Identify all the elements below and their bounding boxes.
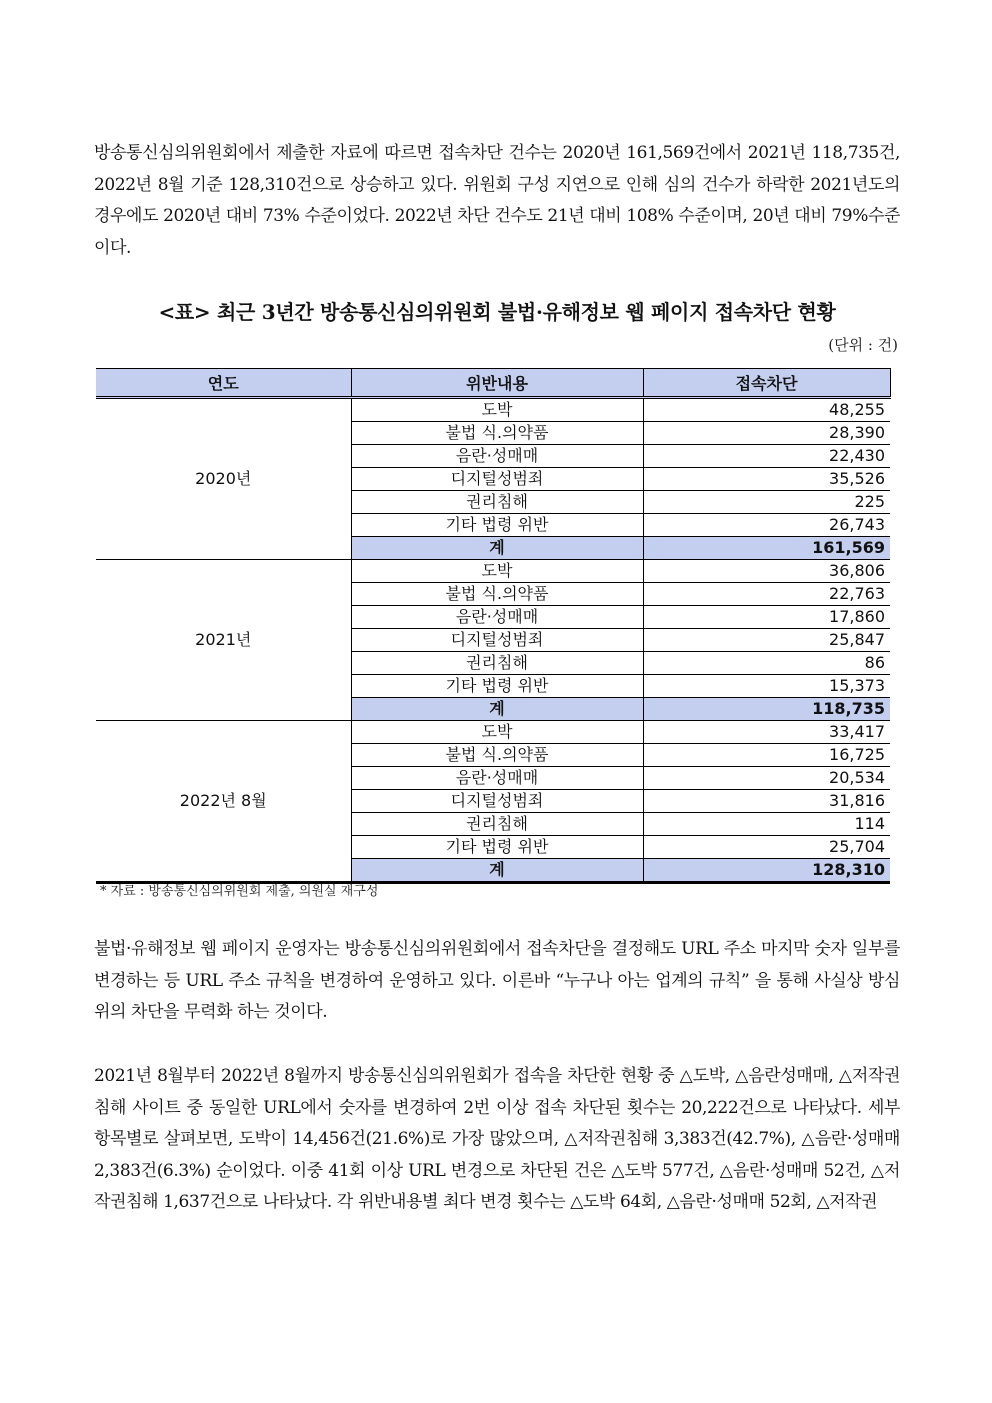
blocked-count-cell: 33,417 <box>643 721 890 744</box>
blocked-count-cell: 16,725 <box>643 744 890 767</box>
violation-category-cell: 기타 법령 위반 <box>351 836 643 859</box>
violation-category-cell: 권리침해 <box>351 491 643 514</box>
url-change-stats-paragraph-text: 2021년 8월부터 2022년 8월까지 방송통신심의위원회가 접속을 차단한 현황 중 △도박, △음란성매매, △저작권침해 사이트 중 동일한 URL에서 숫자를 변경하여 2번 이상 접속 차단된 횟수는 20,222건으로 나타났다. 세부 항목별로 살펴보면, 도박이 14,456건(21.6%)로 가장 많았으며, △저작권침해 3,383건(42.7%), △음란·성매매 2,383건(6.3%) 순이었다. 이중 41회 이상 URL 변경으로 차단된 건은 △도박 577건, △음란·성매매 52건, △저작권침해 1,637건으로 나타났다. 각 위반내용별 최다 변경 횟수는 △도박 64회, △음란·성매매 52회, △저작권 <box>94 1066 900 1212</box>
blocked-count-cell: 225 <box>643 491 890 514</box>
violation-category-cell: 도박 <box>351 398 643 422</box>
blocked-count-cell: 114 <box>643 813 890 836</box>
year-cell: 2022년 8월 <box>96 721 351 883</box>
year-cell: 2021년 <box>96 560 351 721</box>
blocking-stats-table <box>96 368 891 884</box>
total-label-cell: 계 <box>351 537 643 560</box>
violation-category-cell: 음란·성매매 <box>351 767 643 790</box>
violation-category-cell: 불법 식.의약품 <box>351 422 643 445</box>
blocked-count-cell: 20,534 <box>643 767 890 790</box>
violation-category-cell: 디지털성범죄 <box>351 790 643 813</box>
blocked-count-cell: 35,526 <box>643 468 890 491</box>
blocked-count-cell: 26,743 <box>643 514 890 537</box>
violation-category-cell: 디지털성범죄 <box>351 468 643 491</box>
total-value-cell: 128,310 <box>643 859 890 883</box>
intro-paragraph-text: 방송통신심의위원회에서 제출한 자료에 따르면 접속차단 건수는 2020년 161,569건에서 2021년 118,735건, 2022년 8월 기준 128,310건으로 상승하고 있다. 위원회 구성 지연으로 인해 심의 건수가 하락한 2021년도의 경우에도 2020년 대비 73% 수준이었다. 2022년 차단 건수도 21년 대비 108% 수준이며, 20년 대비 79%수준이다. <box>94 143 900 258</box>
header-year: 연도 <box>96 369 351 398</box>
blocked-count-cell: 36,806 <box>643 560 890 583</box>
table-header-row <box>96 369 890 398</box>
violation-category-cell: 디지털성범죄 <box>351 629 643 652</box>
violation-category-cell: 불법 식.의약품 <box>351 583 643 606</box>
total-label-cell: 계 <box>351 859 643 883</box>
violation-category-cell: 기타 법령 위반 <box>351 514 643 537</box>
total-value-cell: 161,569 <box>643 537 890 560</box>
violation-category-cell: 권리침해 <box>351 652 643 675</box>
violation-category-cell: 기타 법령 위반 <box>351 675 643 698</box>
intro-paragraph <box>94 138 900 264</box>
table-row <box>96 721 890 744</box>
blocked-count-cell: 86 <box>643 652 890 675</box>
violation-category-cell: 음란·성매매 <box>351 445 643 468</box>
blocked-count-cell: 48,255 <box>643 398 890 422</box>
total-value-cell: 118,735 <box>643 698 890 721</box>
table-row <box>96 560 890 583</box>
year-cell: 2020년 <box>96 398 351 560</box>
header-violation: 위반내용 <box>351 369 643 398</box>
blocked-count-cell: 25,704 <box>643 836 890 859</box>
table-title: <표> 최근 3년간 방송통신심의위원회 불법·유해정보 웹 페이지 접속차단 현황 <box>158 300 836 324</box>
total-label-cell: 계 <box>351 698 643 721</box>
table-row <box>96 398 890 422</box>
table-unit: (단위 : 건) <box>828 336 898 354</box>
blocked-count-cell: 25,847 <box>643 629 890 652</box>
blocked-count-cell: 28,390 <box>643 422 890 445</box>
header-blocked: 접속차단 <box>643 369 890 398</box>
violation-category-cell: 도박 <box>351 560 643 583</box>
table-source-note: * 자료 : 방송통신심의위원회 제출, 의원실 재구성 <box>100 884 379 899</box>
violation-category-cell: 음란·성매매 <box>351 606 643 629</box>
blocked-count-cell: 22,763 <box>643 583 890 606</box>
url-change-stats-paragraph <box>94 1061 900 1219</box>
blocked-count-cell: 17,860 <box>643 606 890 629</box>
violation-category-cell: 불법 식.의약품 <box>351 744 643 767</box>
violation-category-cell: 권리침해 <box>351 813 643 836</box>
violation-category-cell: 도박 <box>351 721 643 744</box>
blocked-count-cell: 15,373 <box>643 675 890 698</box>
blocked-count-cell: 22,430 <box>643 445 890 468</box>
url-rule-paragraph <box>94 934 900 1029</box>
url-rule-paragraph-text: 불법·유해정보 웹 페이지 운영자는 방송통신심의위원회에서 접속차단을 결정해도 URL 주소 마지막 숫자 일부를 변경하는 등 URL 주소 규칙을 변경하여 운영하고 있다. 이른바 “누구나 아는 업계의 규칙” 을 통해 사실상 방심위의 차단을 무력화 하는 것이다. <box>94 939 900 1022</box>
blocked-count-cell: 31,816 <box>643 790 890 813</box>
